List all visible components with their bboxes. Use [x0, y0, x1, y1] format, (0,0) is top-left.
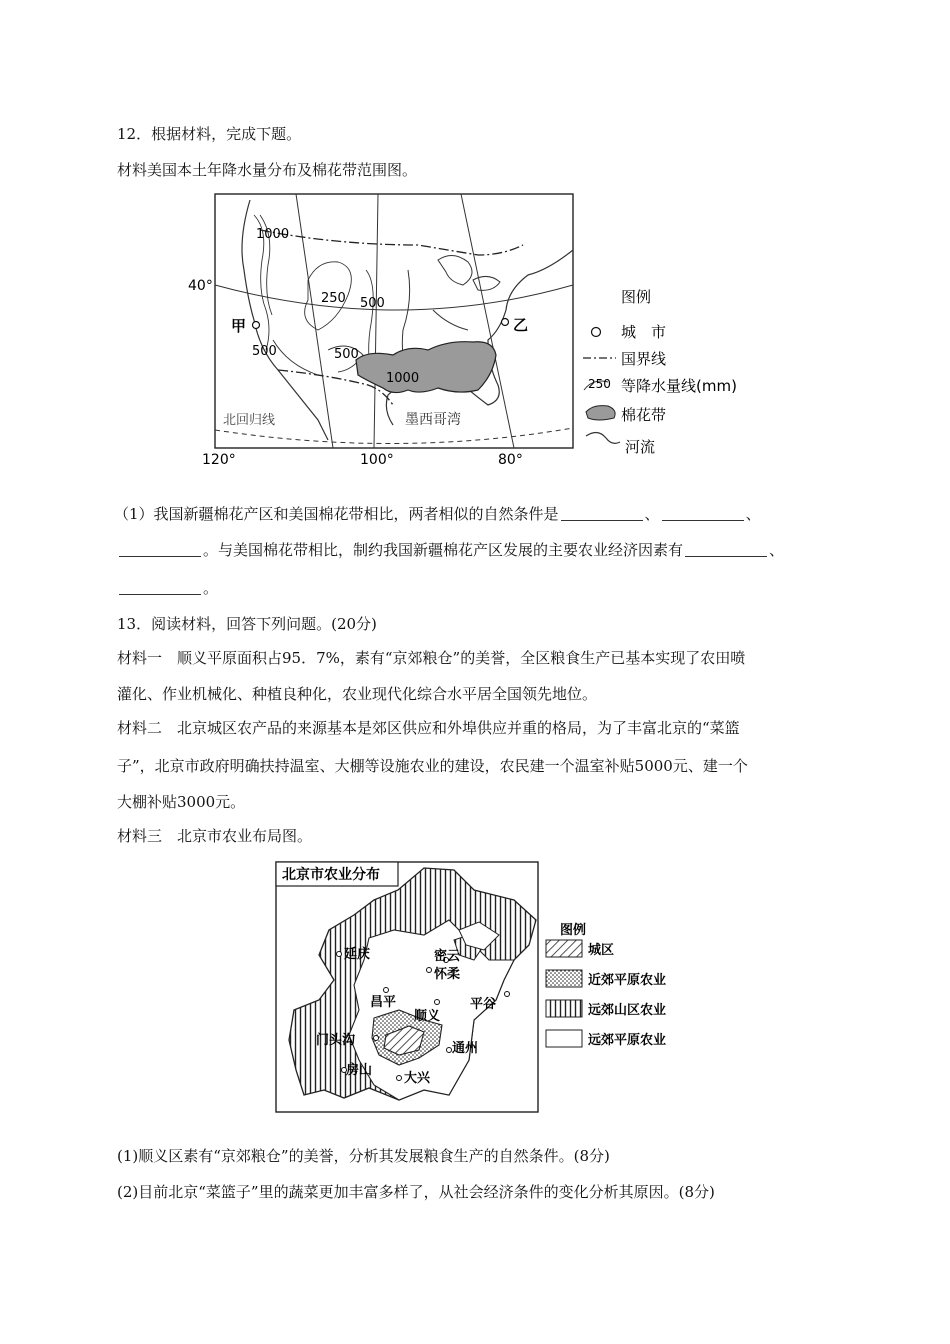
city-label-yi: 乙 — [513, 316, 529, 334]
q12-sub1-text-b: 。与美国棉花带相比，制约我国新疆棉花产区发展的主要农业经济因素有 — [203, 541, 684, 559]
urban-swatch-icon — [546, 940, 582, 957]
iso-label-500-center: 500 — [360, 296, 385, 311]
q13-material2-line1: 材料二 北京城区农产品的来源基本是郊区供应和外埠供应并重的格局，为了丰富北京的“菜篮 — [117, 719, 740, 737]
lon-label-80: 80° — [498, 452, 523, 468]
q12-heading: 12．根据材料，完成下题。 — [117, 125, 302, 143]
gulf-label: 墨西哥湾 — [405, 412, 461, 428]
q12-sub1-text-a: （1）我国新疆棉花产区和美国棉花带相比，两者相似的自然条件是 — [114, 505, 559, 523]
q12-material: 材料美国本土年降水量分布及棉花带范围图。 — [117, 161, 418, 179]
city-label-jia: 甲 — [231, 317, 247, 335]
q13-material2-line3: 大棚补贴3000元。 — [117, 793, 246, 811]
place-mentougou: 门头沟 — [316, 1033, 356, 1048]
answer-blank-1[interactable] — [561, 506, 643, 521]
place-miyun: 密云 — [434, 949, 461, 964]
answer-blank-2[interactable] — [662, 506, 744, 521]
q12-end-mark: 。 — [203, 579, 219, 597]
q13-material2-line2: 子”，北京市政府明确扶持温室、大棚等设施农业的建设，农民建一个温室补贴5000元、建一个 — [117, 757, 748, 775]
q12-sub1-line2 — [117, 540, 784, 560]
answer-blank-3[interactable] — [119, 542, 201, 557]
iso-label-1000-center: 1000 — [386, 371, 420, 386]
answer-blank-5[interactable] — [119, 580, 201, 595]
place-huairou: 怀柔 — [434, 967, 461, 982]
iso-label-500-west: 500 — [252, 344, 277, 359]
q13-material1-line2: 灌化、作业机械化、种植良种化，农业现代化综合水平居全国领先地位。 — [117, 685, 598, 703]
legend-isohyet: 等降水量线(mm) — [621, 377, 737, 395]
place-shunyi: 顺义 — [414, 1009, 441, 1024]
iso-label-1000-west: 1000 — [256, 227, 290, 242]
q12-sep2: 、 — [745, 505, 761, 523]
bj-legend-near-plain: 近郊平原农业 — [588, 973, 667, 988]
cotton-belt-icon — [586, 406, 615, 420]
near-plain-swatch-icon — [546, 970, 582, 987]
river-line-icon — [586, 432, 620, 443]
us-precipitation-map — [188, 190, 768, 474]
city-symbol-icon — [592, 328, 601, 337]
legend-iso-value: 250 — [588, 377, 611, 391]
q13-heading: 13．阅读材料，回答下列问题。(20分) — [117, 615, 377, 633]
place-yanqing: 延庆 — [344, 947, 371, 962]
q13-legend — [546, 922, 666, 1048]
lon-label-100: 100° — [360, 452, 394, 468]
far-mountain-swatch-icon — [546, 1000, 582, 1017]
tropic-label: 北回归线 — [223, 413, 276, 428]
place-pinggu: 平谷 — [470, 997, 497, 1012]
legend-cotton: 棉花带 — [621, 406, 667, 424]
legend-title: 图例 — [621, 288, 652, 306]
place-changping: 昌平 — [370, 995, 397, 1010]
place-fangshan: 房山 — [346, 1063, 373, 1078]
iso-label-500-mid: 500 — [334, 347, 359, 362]
place-daxing: 大兴 — [404, 1071, 431, 1086]
legend-river: 河流 — [625, 438, 656, 456]
bj-map-title: 北京市农业分布 — [282, 867, 380, 883]
lon-label-120: 120° — [202, 452, 236, 468]
q12-sub1-line3 — [117, 578, 218, 598]
bj-legend-far-mountain: 远郊山区农业 — [588, 1003, 667, 1018]
legend-city: 城 市 — [621, 323, 667, 341]
bj-legend-title: 图例 — [560, 923, 587, 938]
far-plain-swatch-icon — [546, 1030, 582, 1047]
q13-material1-line1: 材料一 顺义平原面积占95．7%，素有“京郊粮仓”的美誉，全区粮食生产已基本实现了农田喷 — [117, 649, 746, 667]
q12-sub1-line1 — [114, 504, 761, 524]
bj-legend-far-plain: 远郊平原农业 — [588, 1033, 667, 1048]
q13-sub2: (2)目前北京“菜篮子”里的蔬菜更加丰富多样了，从社会经济条件的变化分析其原因。(8分) — [117, 1183, 715, 1201]
beijing-agriculture-map — [274, 860, 694, 1120]
answer-blank-4[interactable] — [685, 542, 767, 557]
q12-sep3: 、 — [769, 541, 785, 559]
iso-label-250: 250 — [321, 291, 346, 306]
bj-legend-urban: 城区 — [588, 943, 615, 958]
place-tongzhou: 通州 — [452, 1041, 479, 1056]
legend-border: 国界线 — [621, 350, 667, 368]
q13-sub1: (1)顺义区素有“京郊粮仓”的美誉，分析其发展粮食生产的自然条件。(8分) — [117, 1147, 610, 1165]
lat-label-40: 40° — [188, 278, 213, 294]
q13-material3: 材料三 北京市农业布局图。 — [117, 827, 313, 845]
q12-legend — [583, 288, 737, 456]
q12-sep1: 、 — [644, 505, 660, 523]
